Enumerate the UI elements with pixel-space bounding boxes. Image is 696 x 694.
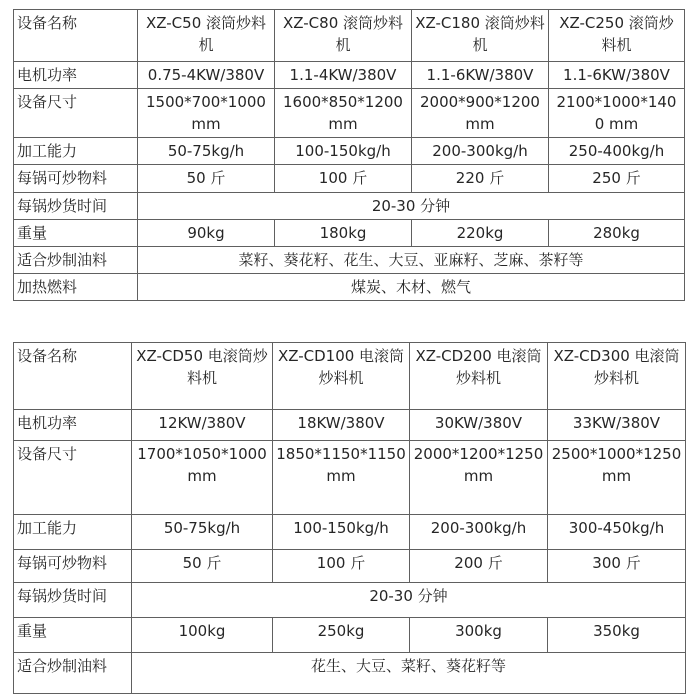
- table-row: [14, 653, 686, 694]
- data-cell: 100kg: [132, 618, 273, 653]
- merged-value-cell: 煤炭、木材、燃气: [138, 274, 685, 301]
- data-cell: 1.1-4KW/380V: [275, 62, 412, 89]
- row-label: 加工能力: [14, 515, 132, 550]
- row-label: 电机功率: [14, 62, 138, 89]
- row-label: 适合炒制油料: [14, 653, 132, 694]
- table-row: [14, 343, 686, 410]
- data-cell: 250 斤: [549, 165, 685, 193]
- data-cell: 18KW/380V: [273, 410, 410, 441]
- data-cell: XZ-C80 滚筒炒料机: [275, 10, 412, 62]
- spec-table-gas-roller-fryer: [13, 9, 685, 301]
- data-cell: 90kg: [138, 220, 275, 247]
- data-cell: 2000*900*1200 mm: [412, 89, 549, 138]
- data-cell: 2100*1000*1400 mm: [549, 89, 685, 138]
- data-cell: 220kg: [412, 220, 549, 247]
- data-cell: 200-300kg/h: [410, 515, 548, 550]
- row-label: 适合炒制油料: [14, 247, 138, 274]
- data-cell: 30KW/380V: [410, 410, 548, 441]
- data-cell: 100-150kg/h: [273, 515, 410, 550]
- row-label: 重量: [14, 618, 132, 653]
- row-label: 设备尺寸: [14, 89, 138, 138]
- data-cell: 1.1-6KW/380V: [549, 62, 685, 89]
- data-cell: 2500*1000*1250 mm: [548, 441, 686, 515]
- data-cell: 1600*850*1200 mm: [275, 89, 412, 138]
- table-row: [14, 89, 685, 138]
- row-label: 每锅炒货时间: [14, 583, 132, 618]
- row-label: 设备名称: [14, 343, 132, 410]
- data-cell: 100 斤: [273, 550, 410, 583]
- row-label: 每锅炒货时间: [14, 193, 138, 220]
- data-cell: 300kg: [410, 618, 548, 653]
- data-cell: 12KW/380V: [132, 410, 273, 441]
- row-label: 重量: [14, 220, 138, 247]
- table-row: [14, 515, 686, 550]
- data-cell: 33KW/380V: [548, 410, 686, 441]
- data-cell: 100-150kg/h: [275, 138, 412, 165]
- data-cell: 1700*1050*1000 mm: [132, 441, 273, 515]
- data-cell: XZ-CD50 电滚筒炒料机: [132, 343, 273, 410]
- data-cell: 50-75kg/h: [138, 138, 275, 165]
- merged-value-cell: 20-30 分钟: [138, 193, 685, 220]
- data-cell: 200 斤: [410, 550, 548, 583]
- merged-value-cell: 20-30 分钟: [132, 583, 686, 618]
- table-row: [14, 618, 686, 653]
- data-cell: 250kg: [273, 618, 410, 653]
- data-cell: 180kg: [275, 220, 412, 247]
- table-row: [14, 247, 685, 274]
- data-cell: 220 斤: [412, 165, 549, 193]
- data-cell: 1500*700*1000 mm: [138, 89, 275, 138]
- data-cell: 100 斤: [275, 165, 412, 193]
- merged-value-cell: 花生、大豆、菜籽、葵花籽等: [132, 653, 686, 694]
- data-cell: 350kg: [548, 618, 686, 653]
- data-cell: 250-400kg/h: [549, 138, 685, 165]
- table-body: [14, 10, 685, 301]
- table-row: [14, 274, 685, 301]
- table-row: [14, 62, 685, 89]
- data-cell: 2000*1200*1250 mm: [410, 441, 548, 515]
- data-cell: 300 斤: [548, 550, 686, 583]
- row-label: 设备名称: [14, 10, 138, 62]
- data-cell: XZ-C50 滚筒炒料机: [138, 10, 275, 62]
- table-row: [14, 193, 685, 220]
- data-cell: 50 斤: [132, 550, 273, 583]
- table-row: [14, 10, 685, 62]
- data-cell: 280kg: [549, 220, 685, 247]
- data-cell: XZ-CD100 电滚筒炒料机: [273, 343, 410, 410]
- data-cell: 1850*1150*1150 mm: [273, 441, 410, 515]
- table-row: [14, 410, 686, 441]
- table-row: [14, 441, 686, 515]
- row-label: 每锅可炒物料: [14, 550, 132, 583]
- merged-value-cell: 菜籽、葵花籽、花生、大豆、亚麻籽、芝麻、茶籽等: [138, 247, 685, 274]
- data-cell: 50 斤: [138, 165, 275, 193]
- row-label: 加热燃料: [14, 274, 138, 301]
- table-row: [14, 550, 686, 583]
- spec-table-electric-roller-fryer: [13, 342, 686, 694]
- table-row: [14, 583, 686, 618]
- table-row: [14, 165, 685, 193]
- data-cell: 1.1-6KW/380V: [412, 62, 549, 89]
- table-body: [14, 343, 686, 694]
- data-cell: XZ-C180 滚筒炒料机: [412, 10, 549, 62]
- data-cell: 200-300kg/h: [412, 138, 549, 165]
- data-cell: 300-450kg/h: [548, 515, 686, 550]
- table-row: [14, 138, 685, 165]
- row-label: 每锅可炒物料: [14, 165, 138, 193]
- row-label: 电机功率: [14, 410, 132, 441]
- data-cell: XZ-CD200 电滚筒炒料机: [410, 343, 548, 410]
- data-cell: XZ-CD300 电滚筒炒料机: [548, 343, 686, 410]
- table-row: [14, 220, 685, 247]
- data-cell: 50-75kg/h: [132, 515, 273, 550]
- data-cell: XZ-C250 滚筒炒料机: [549, 10, 685, 62]
- row-label: 设备尺寸: [14, 441, 132, 515]
- data-cell: 0.75-4KW/380V: [138, 62, 275, 89]
- row-label: 加工能力: [14, 138, 138, 165]
